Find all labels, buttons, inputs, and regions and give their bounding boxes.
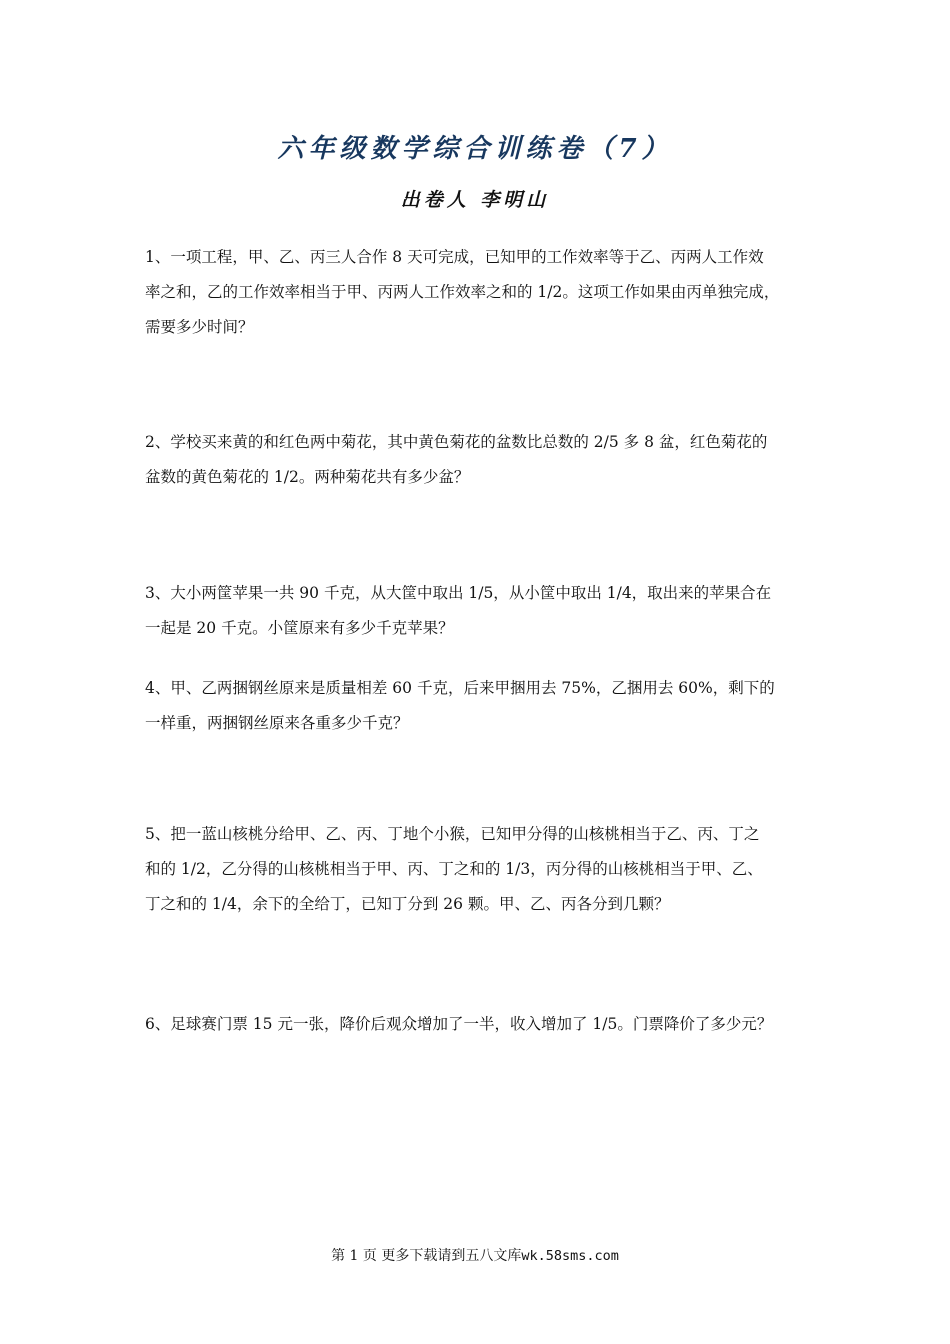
question-6-line-1: 6、足球赛门票 15 元一张，降价后观众增加了一半，收入增加了 1/5。门票降价了多少元？ <box>145 1015 773 1033</box>
question-5-line-1: 5、把一蓝山核桃分给甲、乙、丙、丁地个小猴，已知甲分得的山核桃相当于乙、丙、丁之 <box>145 825 760 843</box>
question-2-line-2: 盆数的黄色菊花的 1/2。两种菊花共有多少盆？ <box>145 468 470 486</box>
question-2 <box>145 425 820 495</box>
footer-promo-text: 更多下载请到五八文库 <box>381 1248 522 1264</box>
question-5 <box>145 817 820 922</box>
question-6 <box>145 1007 820 1042</box>
question-3 <box>145 576 820 646</box>
question-4-line-1: 4、甲、乙两捆钢丝原来是质量相差 60 千克，后来甲捆用去 75%，乙捆用去 60%，剩下的 <box>145 679 775 697</box>
question-3-line-2: 一起是 20 千克。小筐原来有多少千克苹果？ <box>145 619 454 637</box>
question-1-line-1: 1、一项工程，甲、乙、丙三人合作 8 天可完成，已知甲的工作效率等于乙、丙两人工作效 <box>145 248 764 266</box>
question-1-line-2: 率之和，乙的工作效率相当于甲、丙两人工作效率之和的 1/2。这项工作如果由丙单独完成， <box>145 283 780 301</box>
question-3-line-1: 3、大小两筐苹果一共 90 千克，从大筐中取出 1/5，从小筐中取出 1/4，取出来的苹果合在 <box>145 584 772 602</box>
footer-page-label: 第 1 页 <box>331 1248 377 1264</box>
question-1-line-3: 需要多少时间？ <box>145 318 254 336</box>
footer-site-link[interactable]: wk.58sms.com <box>521 1248 619 1264</box>
question-4-line-2: 一样重，两捆钢丝原来各重多少千克？ <box>145 714 409 732</box>
page-footer <box>0 1245 950 1265</box>
author-line: 出卷人 李明山 <box>400 189 550 211</box>
page-title: 六年级数学综合训练卷（7） <box>277 134 673 164</box>
question-5-line-2: 和的 1/2，乙分得的山核桃相当于甲、丙、丁之和的 1/3，丙分得的山核桃相当于甲、乙、 <box>145 860 763 878</box>
question-1 <box>145 240 820 345</box>
question-5-line-3: 丁之和的 1/4，余下的全给丁，已知丁分到 26 颗。甲、乙、丙各分到几颗？ <box>145 895 670 913</box>
question-4 <box>145 671 820 741</box>
question-2-line-1: 2、学校买来黄的和红色两中菊花，其中黄色菊花的盆数比总数的 2/5 多 8 盆，红色菊花的 <box>145 433 768 451</box>
